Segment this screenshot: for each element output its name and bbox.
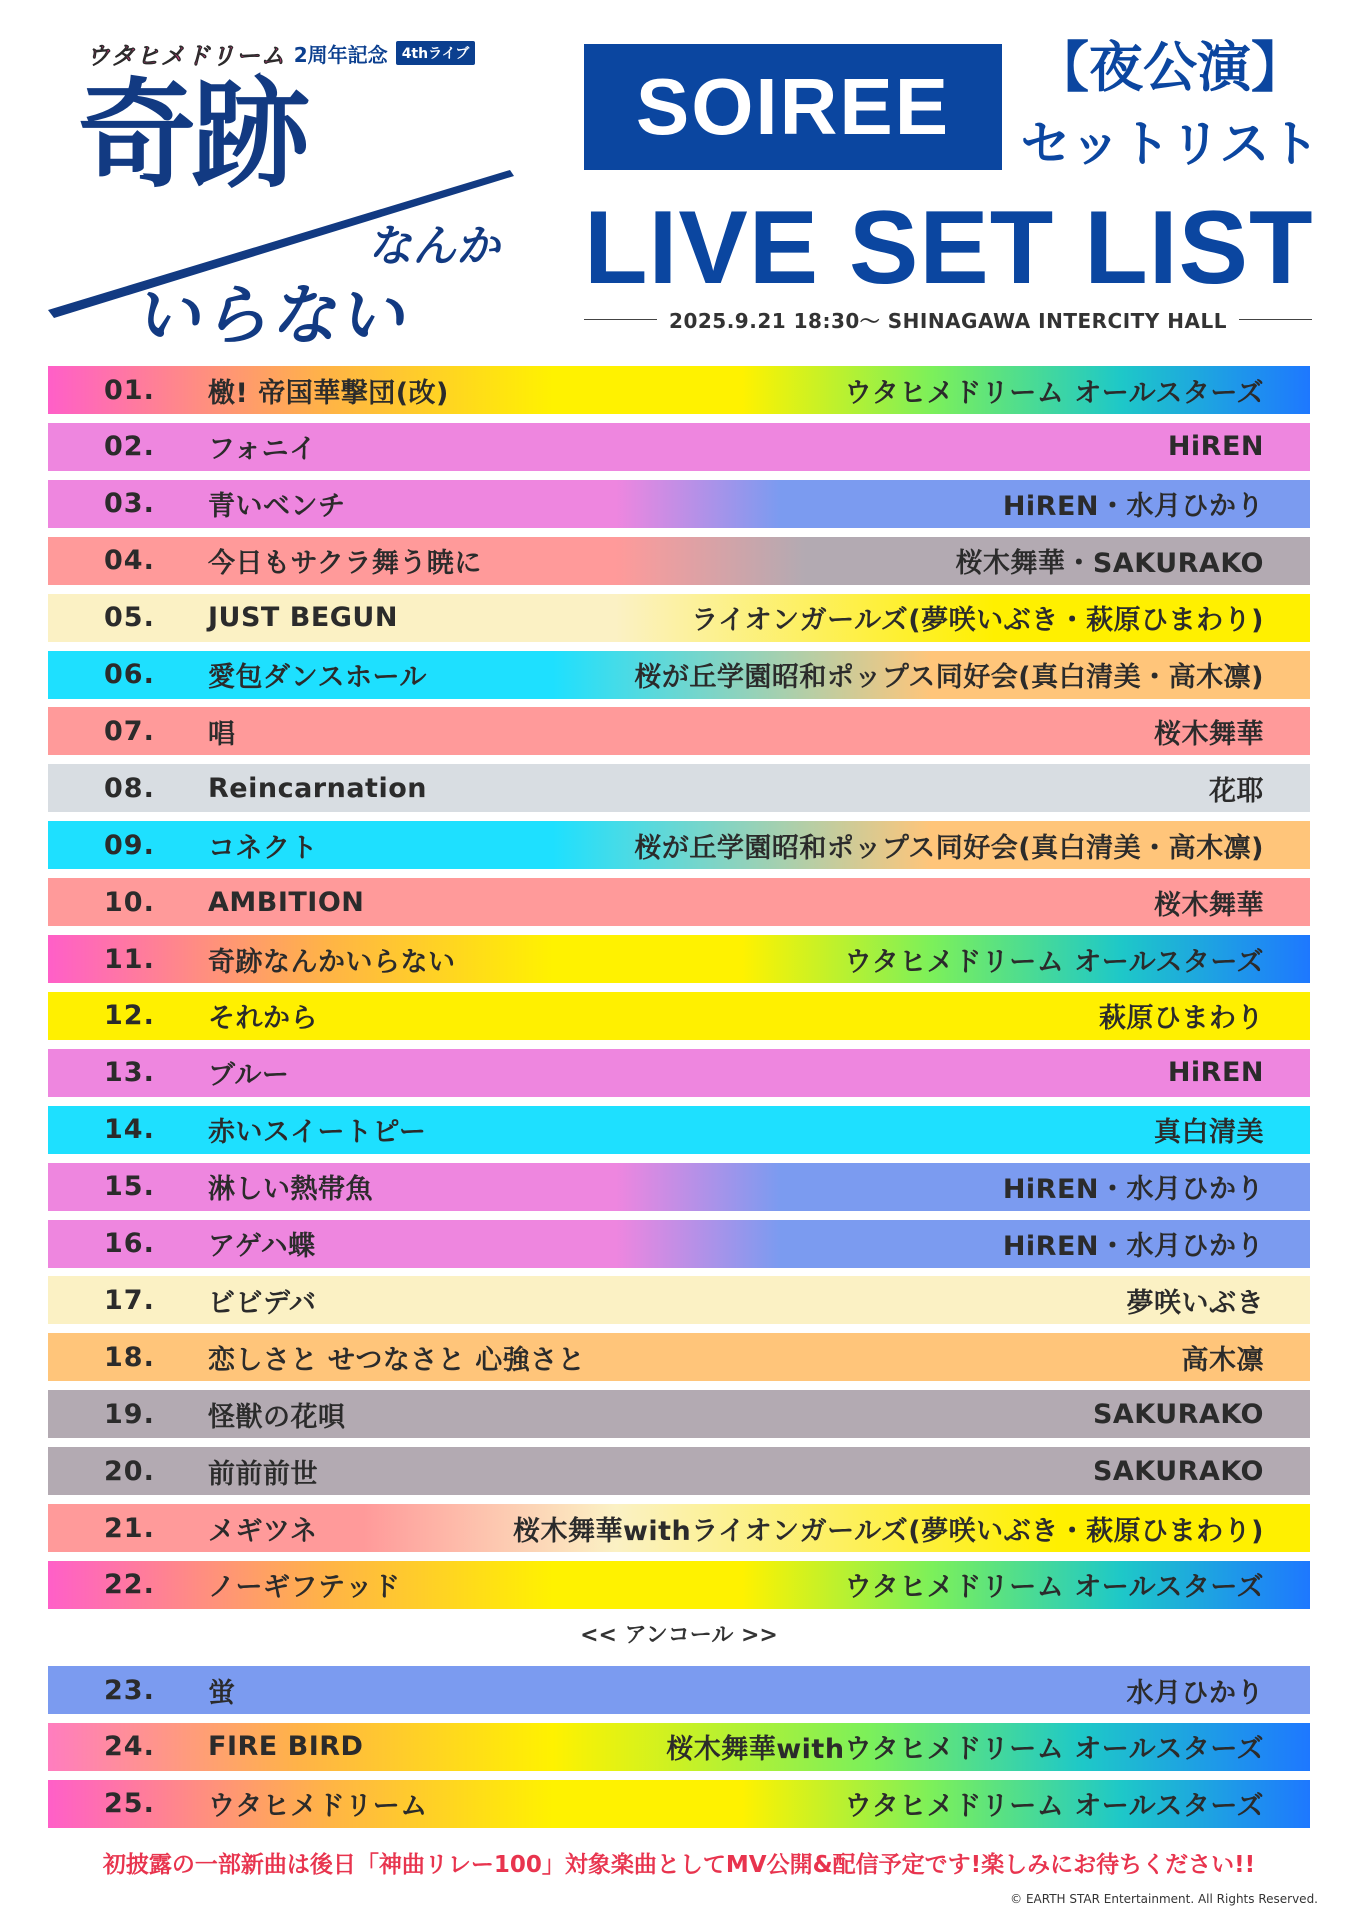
performer-name: ウタヒメドリーム オールスターズ: [844, 1572, 1264, 1604]
setlist-row: [48, 992, 1310, 1040]
copyright-text: © EARTH STAR Entertainment. All Rights Reserved.: [1010, 1892, 1318, 1906]
performer-name: HiREN: [1167, 1057, 1264, 1089]
performer-name: 真白清美: [1154, 1117, 1264, 1149]
performer-name: 桜木舞華: [1154, 718, 1264, 750]
song-title: ノーギフテッド: [208, 1572, 401, 1604]
track-number: 23.: [104, 1674, 155, 1706]
song-title: ブルー: [208, 1060, 290, 1092]
setlist-row: [48, 1106, 1310, 1154]
performer-name: HiREN・水月ひかり: [1002, 1231, 1264, 1262]
song-title: 奇跡なんかいらない: [208, 946, 456, 978]
song-title: 怪獣の花唄: [208, 1401, 346, 1433]
setlist-row: [48, 480, 1310, 528]
event-title-kana-2: いらない: [132, 277, 418, 354]
performer-name: 桜木舞華: [1154, 889, 1264, 921]
performer-name: 水月ひかり: [1126, 1677, 1264, 1709]
track-number: 10.: [104, 886, 155, 918]
track-number: 22.: [104, 1569, 155, 1601]
song-title: 淋しい熱帯魚: [208, 1174, 373, 1206]
song-title: AMBITION: [208, 886, 365, 918]
setlist-row: [48, 1276, 1310, 1324]
divider-left: [584, 319, 657, 320]
setlist-row: [48, 764, 1310, 812]
song-title: 恋しさと せつなさと 心強さと: [208, 1344, 586, 1376]
performer-name: HiREN・水月ひかり: [1002, 1174, 1264, 1206]
track-number: 09.: [104, 829, 155, 861]
performer-name: 夢咲いぶき: [1126, 1287, 1264, 1319]
setlist-row: [48, 423, 1310, 471]
track-number: 06.: [104, 659, 155, 690]
track-number: 13.: [104, 1057, 155, 1089]
setlist-row: [48, 1780, 1310, 1828]
song-title: FIRE BIRD: [208, 1731, 364, 1763]
performer-name: ウタヒメドリーム オールスターズ: [844, 946, 1264, 978]
performer-name: SAKURAKO: [1092, 1398, 1264, 1430]
setlist-row: [48, 594, 1310, 642]
night-show-title: 【夜公演】: [1035, 36, 1305, 99]
setlist-row: [48, 1220, 1310, 1268]
performer-name: ライオンガールズ(夢咲いぶき・萩原ひまわり): [691, 605, 1264, 637]
anniversary-text: 2周年記念: [293, 42, 388, 67]
live-set-list-heading: LIVE SET LIST: [584, 190, 1314, 306]
performer-name: 桜が丘学園昭和ポップス同好会(真白清美・高木凛): [634, 662, 1264, 693]
performer-name: 萩原ひまわり: [1099, 1003, 1264, 1035]
performer-name: 桜木舞華withウタヒメドリーム オールスターズ: [666, 1734, 1264, 1766]
setlist-row: [48, 1504, 1310, 1552]
song-title: 愛包ダンスホール: [208, 662, 427, 693]
divider-right: [1239, 319, 1312, 320]
setlist-row: [48, 707, 1310, 755]
song-title: 檄! 帝国華撃団(改): [208, 377, 449, 409]
soiree-banner: [584, 44, 1002, 170]
performer-name: 桜木舞華withライオンガールズ(夢咲いぶき・萩原ひまわり): [512, 1515, 1264, 1547]
track-number: 24.: [104, 1731, 155, 1763]
setlist-row: [48, 1561, 1310, 1609]
setlist-row: [48, 821, 1310, 869]
live-badge: 4thライブ: [396, 41, 476, 65]
track-number: 19.: [104, 1398, 155, 1430]
track-number: 14.: [104, 1114, 155, 1146]
brand-logo-text: ウタヒメドリーム: [86, 41, 286, 70]
song-title: 唱: [208, 718, 236, 750]
performer-name: 桜が丘学園昭和ポップス同好会(真白清美・高木凛): [634, 832, 1264, 864]
song-title: 蛍: [208, 1677, 236, 1709]
song-title: フォニイ: [208, 434, 317, 466]
event-title-kanji: 奇跡: [78, 65, 307, 204]
track-number: 20.: [104, 1455, 155, 1487]
performer-name: ウタヒメドリーム オールスターズ: [844, 377, 1264, 409]
event-info-line: [584, 306, 1312, 332]
setlist-subtitle: セットリスト: [1020, 115, 1320, 173]
setlist-row: [48, 1333, 1310, 1381]
performer-name: SAKURAKO: [1092, 1455, 1264, 1487]
performer-name: 高木凛: [1181, 1344, 1264, 1376]
soiree-label: SOIREE: [635, 62, 951, 151]
track-number: 11.: [104, 943, 155, 975]
setlist-row: [48, 1049, 1310, 1097]
track-number: 01.: [104, 374, 155, 406]
performer-name: HiREN: [1167, 431, 1264, 463]
song-title: 赤いスイートピー: [208, 1117, 427, 1149]
track-number: 04.: [104, 545, 155, 577]
song-title: アゲハ蝶: [208, 1231, 316, 1262]
setlist-row: [48, 1723, 1310, 1771]
track-number: 03.: [104, 488, 155, 520]
track-number: 16.: [104, 1228, 155, 1259]
song-title: ウタヒメドリーム: [208, 1791, 428, 1823]
track-number: 25.: [104, 1788, 155, 1820]
track-number: 18.: [104, 1341, 155, 1373]
encore-label: << アンコール >>: [580, 1623, 778, 1648]
performer-name: ウタヒメドリーム オールスターズ: [844, 1791, 1264, 1823]
song-title: メギツネ: [208, 1515, 318, 1547]
track-number: 17.: [104, 1284, 155, 1316]
song-title: 青いベンチ: [208, 491, 346, 523]
song-title: Reincarnation: [208, 772, 427, 804]
performer-name: 花耶: [1209, 775, 1264, 807]
setlist-row: [48, 537, 1310, 585]
song-title: ビビデバ: [208, 1287, 317, 1319]
setlist-row: [48, 1390, 1310, 1438]
setlist-row: [48, 935, 1310, 983]
track-number: 07.: [104, 715, 155, 747]
setlist-row: [48, 651, 1310, 699]
setlist-row: [48, 1163, 1310, 1211]
track-number: 15.: [104, 1171, 155, 1203]
track-number: 12.: [104, 1000, 155, 1032]
track-number: 05.: [104, 602, 155, 634]
setlist-row: [48, 1666, 1310, 1714]
track-number: 21.: [104, 1512, 155, 1544]
song-title: JUST BEGUN: [208, 602, 398, 634]
song-title: それから: [208, 1003, 318, 1035]
event-title-kana-1: なんか: [366, 221, 508, 272]
event-date-venue: 2025.9.21 18:30〜 SHINAGAWA INTERCITY HALL: [669, 308, 1227, 333]
event-logo-header: [86, 38, 475, 68]
song-title: 今日もサクラ舞う暁に: [208, 548, 482, 580]
song-title: コネクト: [208, 832, 318, 864]
setlist-row: [48, 366, 1310, 414]
song-title: 前前前世: [208, 1458, 318, 1490]
setlist-row: [48, 878, 1310, 926]
footnote-announcement: 初披露の一部新曲は後日「神曲リレー100」対象楽曲としてMV公開&配信予定です!楽しみにお待ちください!!: [102, 1852, 1256, 1878]
track-number: 02.: [104, 431, 155, 463]
track-number: 08.: [104, 772, 155, 804]
performer-name: 桜木舞華・SAKURAKO: [955, 548, 1264, 580]
performer-name: HiREN・水月ひかり: [1002, 491, 1264, 523]
setlist-row: [48, 1447, 1310, 1495]
